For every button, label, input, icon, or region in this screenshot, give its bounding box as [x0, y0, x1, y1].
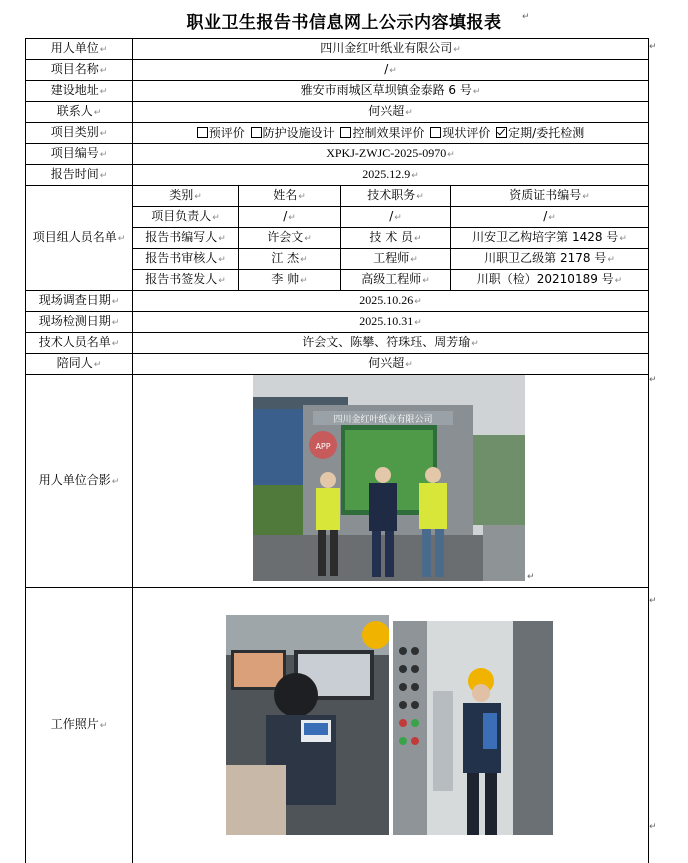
employer-value: 四川金红叶纸业有限公司↵ [133, 39, 649, 60]
address-value: 雅安市雨城区草坝镇金泰路 6 号↵ [133, 81, 649, 102]
category-options [133, 123, 649, 144]
category-option-protection-design: 防护设施设计 [251, 126, 335, 140]
tech-staff-value: 许会文、陈攀、符珠珏、周芳瑜↵ [133, 333, 649, 354]
team-title: 高级工程师↵ [341, 270, 451, 291]
team-name: 许会文↵ [239, 228, 341, 249]
project-no-label: 项目编号↵ [26, 144, 133, 165]
checkbox[interactable] [340, 127, 351, 138]
category-option-status-eval: 现状评价 [430, 126, 490, 140]
project-name-value: /↵ [133, 60, 649, 81]
team-role: 报告书审核人↵ [133, 249, 239, 270]
checkbox[interactable] [251, 127, 262, 138]
paragraph-mark: ↵ [522, 12, 530, 22]
paragraph-mark: ↵ [649, 375, 657, 385]
group-photo-scene [253, 375, 525, 581]
survey-date-value: 2025.10.26↵ [133, 291, 649, 312]
address-label: 建设地址↵ [26, 81, 133, 102]
logo-text: APP [315, 442, 330, 451]
team-header-title: 技术职务↵ [341, 186, 451, 207]
row-project-no [26, 144, 649, 165]
team-name: 江 杰↵ [239, 249, 341, 270]
row-address [26, 81, 649, 102]
paragraph-mark: ↵ [527, 572, 535, 582]
row-tech-staff [26, 333, 649, 354]
row-project-name [26, 60, 649, 81]
paragraph-mark: ↵ [649, 596, 657, 606]
team-cert: /↵ [451, 207, 649, 228]
team-role: 报告书签发人↵ [133, 270, 239, 291]
work-photo-right-image [393, 621, 553, 835]
category-label: 项目类别↵ [26, 123, 133, 144]
row-contact [26, 102, 649, 123]
work-photo-label: 工作照片↵ [26, 588, 133, 863]
team-cert: 川职卫乙级第 2178 号↵ [451, 249, 649, 270]
paragraph-mark: ↵ [649, 42, 657, 52]
checkbox-checked[interactable] [496, 127, 507, 138]
test-date-value: 2025.10.31↵ [133, 312, 649, 333]
sign-text: 四川金红叶纸业有限公司 [333, 413, 432, 425]
page-title: 职业卫生报告书信息网上公示内容填报表 [0, 8, 688, 33]
report-time-label: 报告时间↵ [26, 165, 133, 186]
contact-label: 联系人↵ [26, 102, 133, 123]
control-room-scene [226, 615, 389, 835]
team-cert: 川安卫乙构培字第 1428 号↵ [451, 228, 649, 249]
row-test-date [26, 312, 649, 333]
team-title: /↵ [341, 207, 451, 228]
control-panel-scene [393, 621, 553, 835]
employer-label: 用人单位↵ [26, 39, 133, 60]
group-photo-image [253, 375, 525, 581]
row-survey-date [26, 291, 649, 312]
companion-value: 何兴超↵ [133, 354, 649, 375]
report-time-value: 2025.12.9↵ [133, 165, 649, 186]
row-category [26, 123, 649, 144]
row-report-time [26, 165, 649, 186]
group-photo-label: 用人单位合影↵ [26, 375, 133, 588]
team-role: 报告书编写人↵ [133, 228, 239, 249]
team-title: 工程师↵ [341, 249, 451, 270]
team-title: 技 术 员↵ [341, 228, 451, 249]
companion-label: 陪同人↵ [26, 354, 133, 375]
team-role: 项目负责人↵ [133, 207, 239, 228]
team-header-name: 姓名↵ [239, 186, 341, 207]
team-header-role: 类别↵ [133, 186, 239, 207]
survey-date-label: 现场调查日期↵ [26, 291, 133, 312]
row-employer [26, 39, 649, 60]
project-no-value: XPKJ-ZWJC-2025-0970↵ [133, 144, 649, 165]
contact-value: 何兴超↵ [133, 102, 649, 123]
team-name: /↵ [239, 207, 341, 228]
team-label: 项目组人员名单↵ [26, 186, 133, 291]
project-name-label: 项目名称↵ [26, 60, 133, 81]
work-photo-cell [133, 588, 649, 863]
tech-staff-label: 技术人员名单↵ [26, 333, 133, 354]
row-team-header [26, 186, 649, 207]
test-date-label: 现场检测日期↵ [26, 312, 133, 333]
category-option-pre-eval: 预评价 [197, 126, 245, 140]
checkbox[interactable] [430, 127, 441, 138]
checkbox[interactable] [197, 127, 208, 138]
paragraph-mark: ↵ [649, 822, 657, 832]
row-companion [26, 354, 649, 375]
team-header-cert: 资质证书编号↵ [451, 186, 649, 207]
work-photo-left-image [226, 615, 389, 835]
category-option-periodic-test: 定期/委托检测 [496, 126, 584, 140]
team-name: 李 帅↵ [239, 270, 341, 291]
category-option-control-eval: 控制效果评价 [340, 126, 424, 140]
team-cert: 川职（检）20210189 号↵ [451, 270, 649, 291]
